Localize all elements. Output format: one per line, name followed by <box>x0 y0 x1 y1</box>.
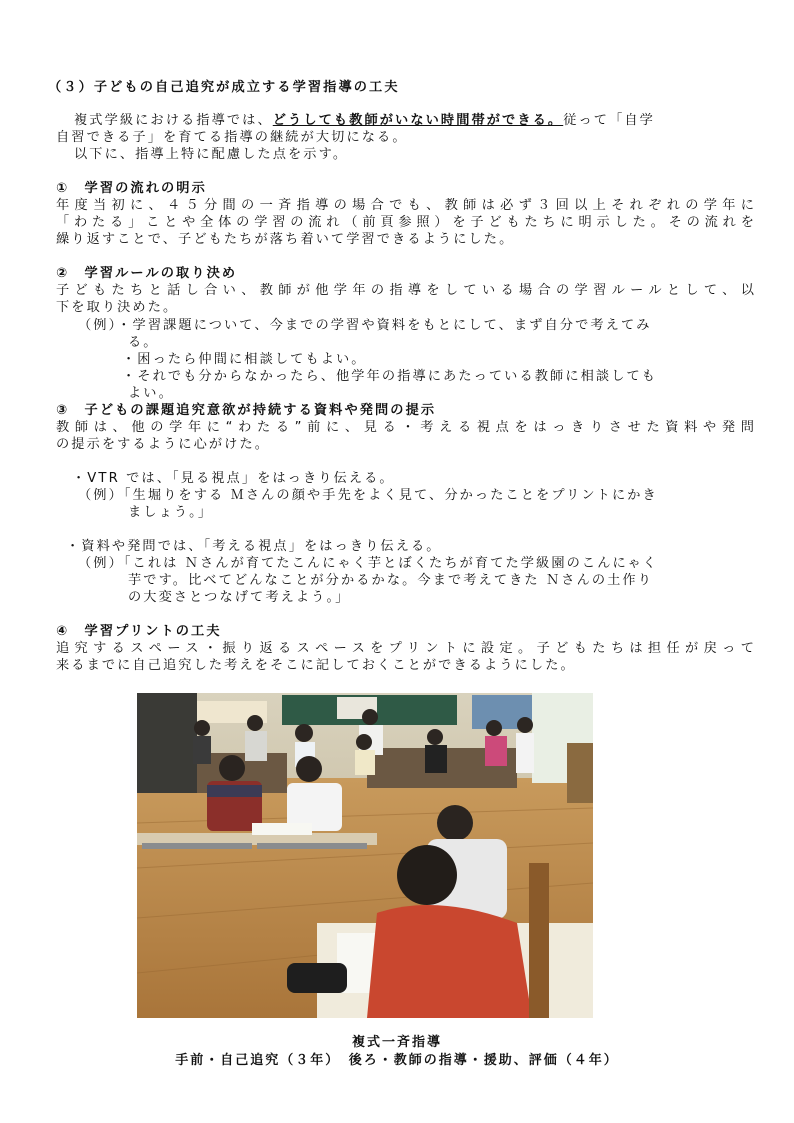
item1-line: 年度当初に、４５分間の一斉指導の場合でも、教師は必ず３回以上それぞれの学年に <box>56 198 756 213</box>
intro-line-2: 自習できる子」を育てる指導の継続が大切になる。 <box>56 130 408 145</box>
item2-line: よい。 <box>128 386 174 401</box>
intro-line-3: 以下に、指導上特に配慮した点を示す。 <box>74 147 349 162</box>
item2-line: 子どもたちと話し合い、教師が他学年の指導をしている場合の学習ルールとして、以 <box>56 283 756 298</box>
section-title: （３）子どもの自己追究が成立する学習指導の工夫 <box>48 80 400 95</box>
item2-line: ・困ったら仲間に相談してもよい。 <box>122 352 367 367</box>
photo-caption-title: 複式一斉指導 <box>351 1035 442 1050</box>
item1-line: 繰り返すことで、子どもたちが落ち着いて学習できるようにした。 <box>56 232 515 247</box>
item2-line: 下を取り決めた。 <box>56 300 179 315</box>
item3-line: の大変さとつなげて考えよう。」 <box>128 590 351 605</box>
item3-line: （例）「生堀りをする Ｍさんの顔や手先をよく見て、分かったことをプリントにかき <box>78 488 658 503</box>
item3-line: の提示をするように心がけた。 <box>56 437 271 452</box>
item2-line: ・それでも分からなかったら、他学年の指導にあたっている教師に相談しても <box>122 369 658 384</box>
item3-line: 芋です。比べてどんなことが分かるかな。今まで考えてきた Ｎさんの土作り <box>128 573 654 588</box>
item3-line: （例）「これは Ｎさんが育てたこんにゃく芋とぼくたちが育てた学級園のこんにゃく <box>78 556 659 571</box>
item1-line: 「わたる」ことや全体の学習の流れ（前頁参照）を子どもたちに明示した。その流れを <box>56 215 756 230</box>
item2-heading: ② 学習ルールの取り決め <box>56 266 238 281</box>
item3-heading: ③ 子どもの課題追究意欲が持続する資料や発問の提示 <box>56 403 437 418</box>
item3-line: 教師は、他の学年に“わたる”前に、見る・考える視点をはっきりさせた資料や発問 <box>56 420 756 435</box>
item3-line: ましょう。」 <box>128 505 214 520</box>
intro-line-1: 複式学級における指導では、どうしても教師がいない時間帯ができる。従って「自学 <box>74 113 655 128</box>
item4-heading: ④ 学習プリントの工夫 <box>56 624 222 639</box>
item2-line: （例）・学習課題について、今までの学習や資料をもとにして、まず自分で考えてみ <box>78 318 652 333</box>
item3-line: ・資料や発問では、「考える視点」をはっきり伝える。 <box>66 539 442 554</box>
item2-line: る。 <box>128 335 159 350</box>
item1-heading: ① 学習の流れの明示 <box>56 181 207 196</box>
item3-line: ・VTR では、「見る視点」をはっきり伝える。 <box>72 471 395 486</box>
photo-caption-detail: 手前・自己追究（３年） 後ろ・教師の指導・援助、評価（４年） <box>175 1053 619 1068</box>
item4-line: 来るまでに自己追究した考えをそこに記しておくことができるようにした。 <box>56 658 576 673</box>
emphasis-text: どうしても教師がいない時間帯ができる。 <box>272 113 564 128</box>
item4-line: 追究するスペース・振り返るスペースをプリントに設定。子どもたちは担任が戻って <box>56 641 756 656</box>
classroom-photo <box>137 693 593 1018</box>
